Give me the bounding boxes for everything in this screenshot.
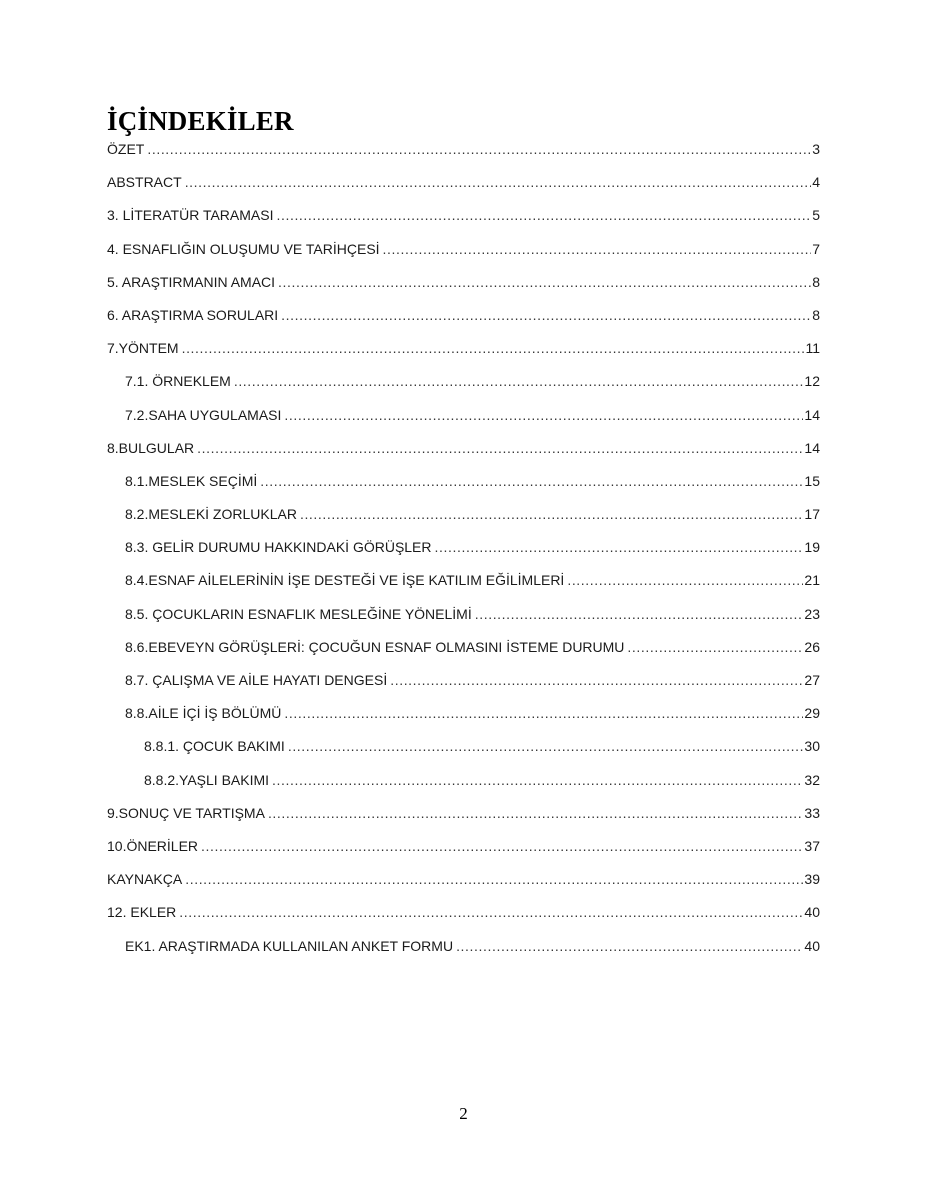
toc-entry[interactable] (107, 697, 820, 730)
toc-entry-page: 5 (812, 207, 820, 224)
toc-entry[interactable] (107, 299, 820, 332)
toc-entry-label: ÖZET (107, 141, 145, 157)
toc-entry-page: 32 (804, 771, 820, 788)
toc-entry[interactable] (107, 399, 820, 432)
toc-entry[interactable] (107, 598, 820, 631)
toc-entry-label: 8.1.MESLEK SEÇİMİ (125, 472, 258, 489)
toc-entry-page: 4 (812, 174, 820, 191)
toc-entry-label: 8.BULGULAR (107, 439, 195, 456)
toc-entry-page: 23 (804, 605, 820, 622)
toc-entry-page: 27 (804, 672, 820, 688)
toc-entry-page: 3 (812, 141, 820, 157)
toc-entry[interactable] (107, 631, 820, 664)
dot-leader (260, 465, 803, 498)
toc-entry-page: 33 (804, 804, 820, 821)
dot-leader (281, 299, 811, 332)
toc-entry[interactable] (107, 531, 820, 564)
dot-leader (475, 598, 804, 631)
dot-leader (390, 664, 803, 697)
toc-entry-label: 8.8.1. ÇOCUK BAKIMI (144, 738, 285, 755)
toc-entry[interactable] (107, 465, 820, 498)
page-number: 2 (459, 1104, 468, 1123)
toc-entry-label: 8.8.AİLE İÇİ İŞ BÖLÜMÜ (125, 705, 282, 722)
dot-leader (185, 166, 812, 199)
dot-leader (435, 531, 804, 564)
toc-entry-label: 7.YÖNTEM (107, 340, 179, 357)
toc-entry[interactable] (107, 432, 820, 465)
toc-entry-label: KAYNAKÇA (107, 871, 183, 888)
dot-leader (276, 199, 811, 232)
toc-entry[interactable] (107, 133, 820, 166)
toc-entry[interactable] (107, 863, 820, 896)
toc-entry[interactable] (107, 764, 820, 797)
toc-entry-label: EK1. ARAŞTIRMADA KULLANILAN ANKET FORMU (125, 937, 454, 954)
dot-leader (627, 631, 803, 664)
toc-entry[interactable] (107, 730, 820, 763)
toc-entry-label: 3. LİTERATÜR TARAMASI (107, 207, 274, 224)
toc-entry-label: 10.ÖNERİLER (107, 837, 199, 854)
toc-entry-page: 8 (812, 273, 820, 290)
toc-entry-page: 19 (804, 539, 820, 556)
toc-entry-page: 8 (812, 306, 820, 323)
toc-entry-label: 8.6.EBEVEYN GÖRÜŞLERİ: ÇOCUĞUN ESNAF OLMASINI İSTEME DURUMU (125, 638, 625, 655)
dot-leader (201, 830, 803, 863)
table-of-contents (107, 133, 820, 963)
toc-entry[interactable] (107, 498, 820, 531)
dot-leader (179, 896, 803, 929)
toc-entry-page: 11 (805, 340, 820, 357)
dot-leader (288, 730, 804, 763)
toc-entry-label: 5. ARAŞTIRMANIN AMACI (107, 273, 276, 290)
toc-entry-label: 8.3. GELİR DURUMU HAKKINDAKİ GÖRÜŞLER (125, 539, 432, 556)
toc-entry[interactable] (107, 233, 820, 266)
toc-entry-label: 8.2.MESLEKİ ZORLUKLAR (125, 506, 297, 523)
toc-entry[interactable] (107, 830, 820, 863)
toc-entry-page: 40 (804, 937, 820, 954)
dot-leader (284, 399, 803, 432)
toc-entry[interactable] (107, 564, 820, 597)
toc-entry-page: 37 (804, 837, 820, 854)
toc-entry[interactable] (107, 664, 820, 697)
page-title: İÇİNDEKİLER (107, 106, 294, 136)
toc-entry[interactable] (107, 930, 820, 963)
dot-leader (567, 564, 803, 597)
toc-entry-label: 8.5. ÇOCUKLARIN ESNAFLIK MESLEĞİNE YÖNELİMİ (125, 605, 472, 622)
dot-leader (300, 498, 803, 531)
toc-entry-label: 12. EKLER (107, 904, 177, 921)
toc-entry-label: 4. ESNAFLIĞIN OLUŞUMU VE TARİHÇESİ (107, 240, 380, 257)
toc-entry-page: 39 (804, 871, 820, 888)
toc-entry[interactable] (107, 166, 820, 199)
toc-entry-page: 14 (804, 439, 820, 456)
toc-entry-page: 17 (804, 506, 820, 523)
toc-entry-label: 9.SONUÇ VE TARTIŞMA (107, 804, 265, 821)
dot-leader (284, 697, 803, 730)
toc-entry-label: ABSTRACT (107, 174, 182, 191)
toc-entry-label: 6. ARAŞTIRMA SORULARI (107, 306, 279, 323)
dot-leader (182, 332, 805, 365)
toc-entry[interactable] (107, 199, 820, 232)
dot-leader (456, 930, 803, 963)
toc-entry-label: 8.7. ÇALIŞMA VE AİLE HAYATI DENGESİ (125, 672, 388, 688)
toc-entry[interactable] (107, 365, 820, 398)
toc-entry[interactable] (107, 797, 820, 830)
toc-entry[interactable] (107, 332, 820, 365)
toc-entry-label: 8.8.2.YAŞLI BAKIMI (144, 771, 270, 788)
dot-leader (383, 233, 812, 266)
toc-entry-page: 40 (804, 904, 820, 921)
dot-leader (197, 432, 803, 465)
toc-entry-label: 7.2.SAHA UYGULAMASI (125, 406, 282, 423)
toc-entry-label: 7.1. ÖRNEKLEM (125, 373, 231, 390)
toc-entry-page: 12 (804, 373, 820, 390)
toc-entry[interactable] (107, 896, 820, 929)
dot-leader (234, 365, 804, 398)
dot-leader (272, 764, 803, 797)
dot-leader (278, 266, 811, 299)
dot-leader (185, 863, 803, 896)
toc-entry-page: 14 (804, 406, 820, 423)
toc-entry-page: 15 (804, 472, 820, 489)
dot-leader (147, 133, 811, 166)
toc-entry-page: 26 (804, 638, 820, 655)
toc-entry-page: 7 (812, 240, 820, 257)
toc-entry[interactable] (107, 266, 820, 299)
dot-leader (268, 797, 803, 830)
toc-entry-page: 30 (804, 738, 820, 755)
toc-entry-label: 8.4.ESNAF AİLELERİNİN İŞE DESTEĞİ VE İŞE KATILIM EĞİLİMLERİ (125, 572, 565, 589)
toc-entry-page: 29 (804, 705, 820, 722)
toc-entry-page: 21 (804, 572, 820, 589)
